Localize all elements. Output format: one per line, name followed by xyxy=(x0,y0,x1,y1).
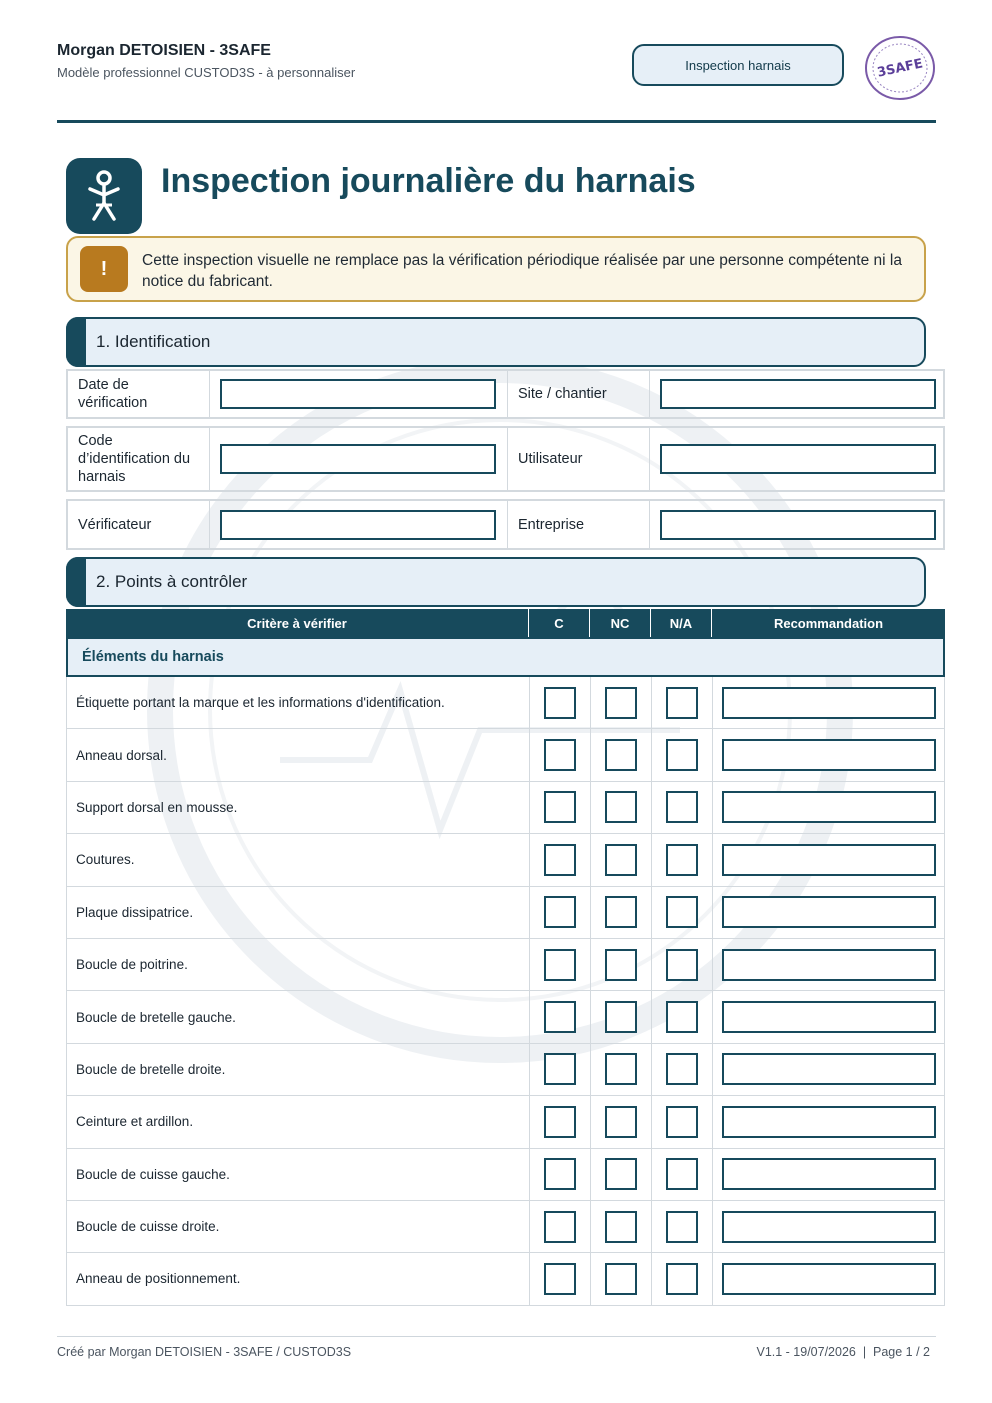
criterion-label: Anneau de positionnement. xyxy=(67,1253,530,1304)
not-applicable-checkbox[interactable] xyxy=(666,739,698,771)
section-title: 2. Points à contrôler xyxy=(96,572,248,591)
not-applicable-checkbox[interactable] xyxy=(666,949,698,981)
recommendation-field[interactable] xyxy=(722,1263,936,1295)
table-row xyxy=(66,939,945,991)
compliant-checkbox[interactable] xyxy=(544,739,576,771)
recommendation-field[interactable] xyxy=(722,896,936,928)
compliant-checkbox[interactable] xyxy=(544,1263,576,1295)
field-label-user: Utilisateur xyxy=(508,428,650,490)
id-row xyxy=(66,499,945,550)
recommendation-field[interactable] xyxy=(722,949,936,981)
user-field[interactable] xyxy=(660,444,936,474)
compliant-checkbox[interactable] xyxy=(544,1106,576,1138)
criterion-label: Anneau dorsal. xyxy=(67,729,530,780)
table-row xyxy=(66,834,945,886)
compliant-checkbox[interactable] xyxy=(544,1053,576,1085)
checklist-table-header xyxy=(66,609,945,637)
noncompliant-checkbox[interactable] xyxy=(605,949,637,981)
criterion-label: Ceinture et ardillon. xyxy=(67,1096,530,1147)
criterion-label: Plaque dissipatrice. xyxy=(67,887,530,938)
not-applicable-checkbox[interactable] xyxy=(666,1211,698,1243)
noncompliant-checkbox[interactable] xyxy=(605,687,637,719)
noncompliant-checkbox[interactable] xyxy=(605,1211,637,1243)
not-applicable-checkbox[interactable] xyxy=(666,791,698,823)
harness-code-field[interactable] xyxy=(220,444,496,474)
not-applicable-checkbox[interactable] xyxy=(666,687,698,719)
criterion-label: Boucle de poitrine. xyxy=(67,939,530,990)
recommendation-field[interactable] xyxy=(722,1106,936,1138)
warning-notice xyxy=(66,236,926,302)
criterion-label: Boucle de cuisse gauche. xyxy=(67,1149,530,1200)
table-row xyxy=(66,782,945,834)
not-applicable-checkbox[interactable] xyxy=(666,1106,698,1138)
not-applicable-checkbox[interactable] xyxy=(666,1158,698,1190)
recommendation-field[interactable] xyxy=(722,1211,936,1243)
recommendation-field[interactable] xyxy=(722,1053,936,1085)
criterion-label: Boucle de bretelle droite. xyxy=(67,1044,530,1095)
noncompliant-checkbox[interactable] xyxy=(605,1001,637,1033)
company-seal-logo xyxy=(864,35,936,101)
criterion-label: Boucle de cuisse droite. xyxy=(67,1201,530,1252)
section-checkpoints-header xyxy=(66,557,926,607)
compliant-checkbox[interactable] xyxy=(544,896,576,928)
company-field[interactable] xyxy=(660,510,936,540)
column-header-compliant: C xyxy=(529,609,590,637)
warning-icon: ! xyxy=(80,246,128,292)
table-row xyxy=(66,729,945,781)
svg-text:3SAFE: 3SAFE xyxy=(875,56,925,81)
table-row xyxy=(66,1253,945,1305)
section-tab-marker xyxy=(66,557,86,607)
compliant-checkbox[interactable] xyxy=(544,1211,576,1243)
section-title: 1. Identification xyxy=(96,332,211,351)
recommendation-field[interactable] xyxy=(722,687,936,719)
date-field[interactable] xyxy=(220,379,496,409)
noncompliant-checkbox[interactable] xyxy=(605,1053,637,1085)
noncompliant-checkbox[interactable] xyxy=(605,1158,637,1190)
field-label-harness-code: Code d’identification du harnais xyxy=(68,428,210,490)
field-label-date: Date de vérification xyxy=(68,371,210,417)
table-row xyxy=(66,887,945,939)
noncompliant-checkbox[interactable] xyxy=(605,844,637,876)
recommendation-field[interactable] xyxy=(722,1158,936,1190)
not-applicable-checkbox[interactable] xyxy=(666,844,698,876)
footer-credit: Créé par Morgan DETOISIEN - 3SAFE / CUSTOD3S xyxy=(57,1345,352,1359)
field-label-inspector: Vérificateur xyxy=(68,501,210,548)
field-label-company: Entreprise xyxy=(508,501,650,548)
footer-divider xyxy=(57,1336,936,1337)
harness-person-icon xyxy=(66,158,142,234)
table-row xyxy=(66,1149,945,1201)
recommendation-field[interactable] xyxy=(722,1001,936,1033)
id-row xyxy=(66,426,945,492)
not-applicable-checkbox[interactable] xyxy=(666,1053,698,1085)
criterion-label: Boucle de bretelle gauche. xyxy=(67,991,530,1042)
warning-text: Cette inspection visuelle ne remplace pas la vérification périodique réalisée par une personne compétente ni la notice du fabricant. xyxy=(142,252,902,290)
recommendation-field[interactable] xyxy=(722,739,936,771)
not-applicable-checkbox[interactable] xyxy=(666,896,698,928)
not-applicable-checkbox[interactable] xyxy=(666,1001,698,1033)
column-header-criterion: Critère à vérifier xyxy=(66,609,529,637)
compliant-checkbox[interactable] xyxy=(544,1001,576,1033)
table-row xyxy=(66,1044,945,1096)
table-row xyxy=(66,991,945,1043)
noncompliant-checkbox[interactable] xyxy=(605,739,637,771)
section-identification-header xyxy=(66,317,926,367)
document-type-badge: Inspection harnais xyxy=(632,44,844,86)
site-field[interactable] xyxy=(660,379,936,409)
noncompliant-checkbox[interactable] xyxy=(605,791,637,823)
field-label-site: Site / chantier xyxy=(508,371,650,417)
table-row xyxy=(66,1201,945,1253)
not-applicable-checkbox[interactable] xyxy=(666,1263,698,1295)
author-name: Morgan DETOISIEN - 3SAFE xyxy=(57,42,271,59)
criterion-label: Support dorsal en mousse. xyxy=(67,782,530,833)
table-row xyxy=(66,1096,945,1148)
compliant-checkbox[interactable] xyxy=(544,1158,576,1190)
criterion-label: Étiquette portant la marque et les informations d'identification. xyxy=(67,677,530,728)
template-subtitle: Modèle professionnel CUSTOD3S - à personnaliser xyxy=(57,65,356,80)
group-header-harness-elements: Éléments du harnais xyxy=(66,637,945,677)
compliant-checkbox[interactable] xyxy=(544,844,576,876)
recommendation-field[interactable] xyxy=(722,791,936,823)
recommendation-field[interactable] xyxy=(722,844,936,876)
section-tab-marker xyxy=(66,317,86,367)
noncompliant-checkbox[interactable] xyxy=(605,1106,637,1138)
noncompliant-checkbox[interactable] xyxy=(605,1263,637,1295)
page-title: Inspection journalière du harnais xyxy=(161,162,696,200)
checklist-rows xyxy=(66,677,945,1306)
column-header-recommendation: Recommandation xyxy=(773,615,884,631)
header-divider xyxy=(57,120,936,123)
column-header-noncompliant: NC xyxy=(590,609,651,637)
compliant-checkbox[interactable] xyxy=(544,687,576,719)
column-header-not-applicable: N/A xyxy=(651,609,712,637)
footer-version-page: V1.1 - 19/07/2026 | Page 1 / 2 xyxy=(756,1345,930,1359)
inspector-field[interactable] xyxy=(220,510,496,540)
table-row xyxy=(66,677,945,729)
criterion-label: Coutures. xyxy=(67,834,530,885)
id-row xyxy=(66,369,945,419)
noncompliant-checkbox[interactable] xyxy=(605,896,637,928)
compliant-checkbox[interactable] xyxy=(544,791,576,823)
compliant-checkbox[interactable] xyxy=(544,949,576,981)
